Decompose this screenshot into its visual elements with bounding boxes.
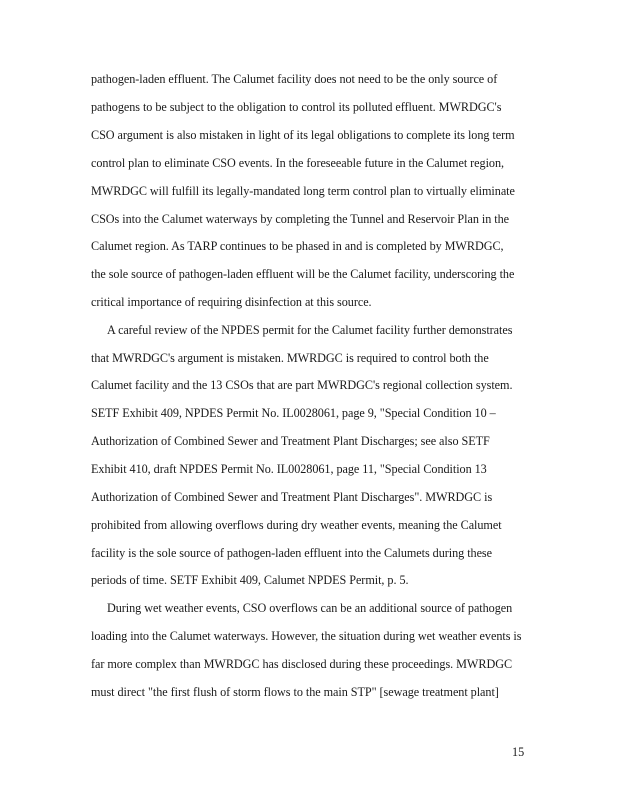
text-line: must direct "the first flush of storm flows to the main STP" [sewage treatment plant] [91,685,499,699]
text-line: prohibited from allowing overflows during dry weather events, meaning the Calumet [91,518,502,532]
text-line: control plan to eliminate CSO events. In the foreseeable future in the Calumet region, [91,156,504,170]
text-line: facility is the sole source of pathogen-laden effluent into the Calumets during these [91,546,492,560]
text-line: Authorization of Combined Sewer and Treatment Plant Discharges; see also SETF [91,434,490,448]
text-line: periods of time. SETF Exhibit 409, Calumet NPDES Permit, p. 5. [91,573,409,587]
text-line: Calumet region. As TARP continues to be phased in and is completed by MWRDGC, [91,239,504,253]
text-line: pathogen-laden effluent. The Calumet facility does not need to be the only source of [91,72,498,86]
text-line: critical importance of requiring disinfection at this source. [91,295,372,309]
text-line: MWRDGC will fulfill its legally-mandated long term control plan to virtually eliminate [91,184,515,198]
text-line: CSO argument is also mistaken in light of its legal obligations to complete its long term [91,128,515,142]
text-line: loading into the Calumet waterways. However, the situation during wet weather events is [91,629,522,643]
text-line: that MWRDGC's argument is mistaken. MWRDGC is required to control both the [91,351,489,365]
page-number: 15 [512,745,525,759]
text-line: pathogens to be subject to the obligation to control its polluted effluent. MWRDGC's [91,100,502,114]
paragraph-first-line: A careful review of the NPDES permit for the Calumet facility further demonstrates [107,323,513,337]
text-line: CSOs into the Calumet waterways by completing the Tunnel and Reservoir Plan in the [91,212,510,226]
text-line: Calumet facility and the 13 CSOs that are part MWRDGC's regional collection system. [91,378,513,392]
paragraph-first-line: During wet weather events, CSO overflows can be an additional source of pathogen [107,601,513,615]
text-line: SETF Exhibit 409, NPDES Permit No. IL0028061, page 9, "Special Condition 10 – [91,406,496,420]
text-line: Exhibit 410, draft NPDES Permit No. IL0028061, page 11, "Special Condition 13 [91,462,487,476]
text-line: Authorization of Combined Sewer and Treatment Plant Discharges". MWRDGC is [91,490,493,504]
text-line: the sole source of pathogen-laden effluent will be the Calumet facility, underscoring the [91,267,515,281]
text-line: far more complex than MWRDGC has disclosed during these proceedings. MWRDGC [91,657,513,671]
